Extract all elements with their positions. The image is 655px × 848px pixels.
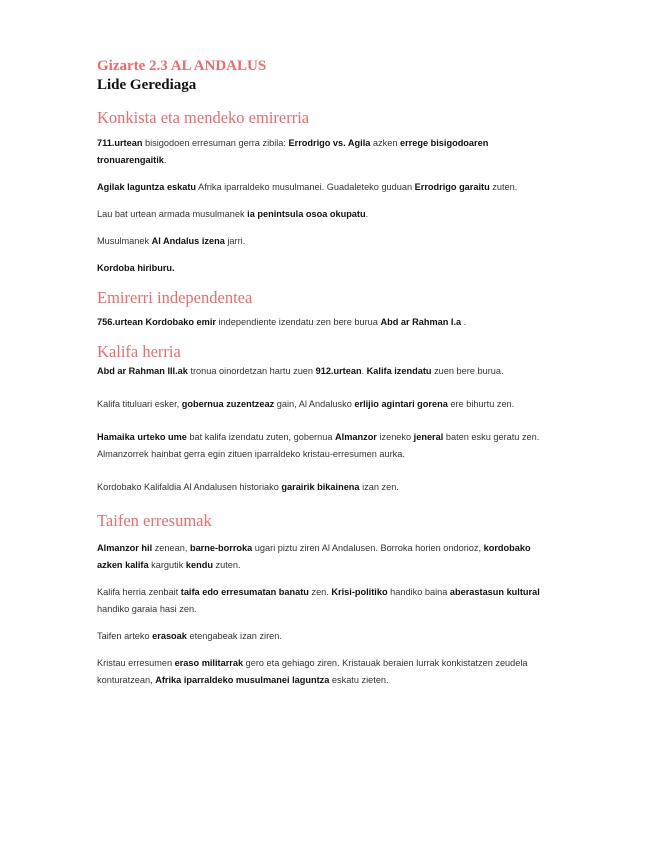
document-content [97,57,557,699]
document-author: Lide Gerediaga [97,77,197,93]
text-run: Lau bat urtean armada musulmanek [97,209,248,219]
text-run: baten esku geratu zen. Almanzorrek hainbat gerra egin zituen iparraldeko kristau-erresumen aurka. [97,432,540,459]
text-run: zenean, [152,543,190,553]
bold-text-run: Afrika iparraldeko musulmanei laguntza [155,675,330,685]
text-run: izeneko [376,432,414,442]
bold-text-run: Al Andalus izena [151,236,225,246]
paragraph [97,584,557,618]
section-emirerri-independentea [97,287,557,331]
text-run: independiente izendatu zen bere burua [215,317,381,327]
text-run: . [365,209,369,219]
text-run: . [163,155,167,165]
bold-text-run: Abd ar Rahman I.a [380,317,462,327]
bold-text-run: 711.urtean [97,138,143,148]
text-run: Kristau erresumen [97,658,175,668]
bold-text-run: Almanzor hil [97,543,153,553]
text-run: . [361,366,367,376]
text-run: jarri. [224,236,246,246]
paragraph [97,233,557,250]
text-run: handiko garaia hasi zen. [97,604,197,614]
paragraph [97,628,557,645]
text-run: Kalifa herria zenbait [97,587,181,597]
bold-text-run: Agilak laguntza eskatu [97,182,197,192]
paragraph [97,179,557,196]
bold-text-run: erlijio agintari gorena [354,399,448,409]
section-kalifa-herria [97,341,557,496]
bold-text-run: Hamaika urteko ume [97,432,187,442]
text-run: kargutik [148,560,186,570]
text-run: Musulmanek [97,236,152,246]
paragraph [97,396,557,413]
paragraph [97,363,557,380]
bold-text-run: Krisi-politiko [331,587,388,597]
bold-text-run: Kordoba hiriburu. [97,263,175,273]
text-run: gain, Al Andalusko [274,399,355,409]
text-run: Kordobako Kalifaldia Al Andalusen historiako [97,482,282,492]
bold-text-run: ia penintsula osoa okupatu [247,209,366,219]
section-heading: Kalifa herria [97,342,181,361]
text-run: bat kalifa izendatu zuten, gobernua [186,432,336,442]
bold-text-run: Abd ar Rahman III.ak [97,366,188,376]
text-run: handiko baina [387,587,450,597]
section-heading: Emirerri independentea [97,288,253,307]
section-konkista [97,107,557,277]
text-run: bisigodoen erresuman gerra zibila: [142,138,289,148]
document-title: Gizarte 2.3 AL ANDALUS [97,58,267,74]
text-run: izan zen. [359,482,399,492]
bold-text-run: 912.urtean [315,366,362,376]
paragraph [97,135,557,169]
bold-text-run: erasoak [152,631,187,641]
text-run: etengabeak izan ziren. [186,631,282,641]
bold-text-run: gobernua zuzentzeaz [181,399,275,409]
text-run: . [461,317,467,327]
bold-text-run: Errodrigo garaitu [414,182,490,192]
text-run: Afrika iparraldeko musulmanei. Guadaleteko guduan [196,182,415,192]
bold-text-run: errege bisigodoaren tronuarengaitik [97,138,489,165]
bold-text-run: Kalifa izendatu [366,366,432,376]
text-run: Kalifa tituluari esker, [97,399,182,409]
bold-text-run: jeneral [413,432,444,442]
bold-text-run: kendu [185,560,213,570]
text-run: ugari piztu ziren Al Andalusen. Borroka horien ondorioz, [252,543,484,553]
text-run: zuten. [489,182,518,192]
bold-text-run: garairik bikainena [281,482,360,492]
paragraph [97,655,557,689]
bold-text-run: eraso militarrak [174,658,244,668]
text-run: eskatu zieten. [329,675,389,685]
paragraph [97,260,557,277]
bold-text-run: Errodrigo vs. Agila [288,138,371,148]
paragraph [97,206,557,223]
bold-text-run: kordobako azken kalifa [97,543,531,570]
section-taifen-erresumak [97,510,557,689]
text-run: zuten. [212,560,241,570]
text-run: gero eta gehiago ziren. Kristauak beraien lurrak konkistatzen zeudela konturatzean, [97,658,528,685]
text-run: azken [370,138,400,148]
bold-text-run: Almanzor [335,432,377,442]
text-run: ere bihurtu zen. [447,399,515,409]
paragraph [97,540,557,574]
section-heading: Taifen erresumak [97,511,212,530]
text-run: zen. [308,587,332,597]
paragraph [97,479,557,496]
paragraph [97,314,557,331]
bold-text-run: aberastasun kultural [449,587,540,597]
text-run: tronua oinordetzan hartu zuen [187,366,316,376]
section-heading: Konkista eta mendeko emirerria [97,108,310,127]
text-run: Taifen arteko [97,631,153,641]
bold-text-run: taifa edo erresumatan banatu [180,587,309,597]
bold-text-run: barne-borroka [189,543,253,553]
paragraph [97,429,557,463]
text-run: zuen bere burua. [431,366,504,376]
bold-text-run: 756.urtean Kordobako emir [97,317,216,327]
